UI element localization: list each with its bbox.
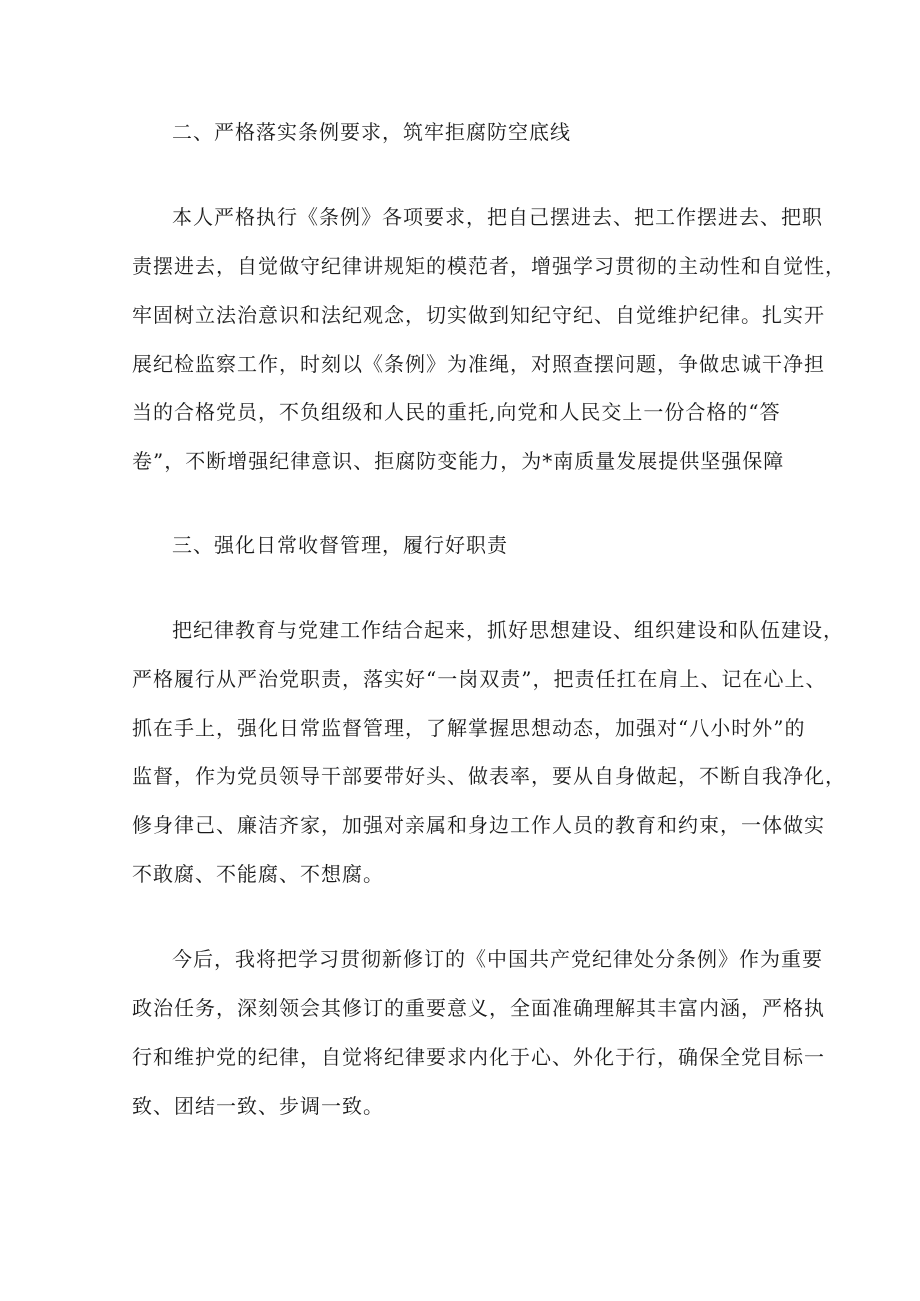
paragraph-line: 监督，作为党员领导干部要带好头、做表率，要从自身做起，不断自我净化， (132, 764, 846, 788)
paragraph-line: 牢固树立法治意识和法纪观念，切实做到知纪守纪、自觉维护纪律。扎实开 (132, 303, 825, 327)
paragraph-line: 不敢腐、不能腐、不想腐。 (132, 862, 384, 886)
paragraph-line: 当的合格党员，不负组级和人民的重托,向党和人民交上一份合格的“答 (132, 400, 781, 424)
paragraph-line: 严格履行从严治党职责，落实好“一岗双责”，把责任扛在肩上、记在心上、 (132, 667, 827, 691)
paragraph-line: 今后，我将把学习贯彻新修订的《中国共产党纪律处分条例》作为重要 (172, 947, 823, 971)
paragraph-line: 抓在手上，强化日常监督管理，了解掌握思想动态，加强对“八小时外”的 (132, 716, 806, 740)
paragraph-line: 展纪检监察工作，时刻以《条例》为准绳，对照查摆问题，争做忠诚干净担 (132, 352, 825, 376)
paragraph-line: 致、团结一致、步调一致。 (132, 1094, 384, 1118)
paragraph-line: 卷”，不断增强纪律意识、拒腐防变能力，为*南质量发展提供坚强保障 (132, 449, 785, 473)
paragraph-line: 修身律己、廉洁齐家，加强对亲属和身边工作人员的教育和约束，一体做实 (132, 813, 825, 837)
section-heading-2: 二、严格落实条例要求，筑牢拒腐防空底线 (172, 120, 571, 144)
section-heading-3: 三、强化日常收督管理，履行好职责 (172, 533, 508, 557)
paragraph-line: 政治任务，深刻领会其修订的重要意义，全面准确理解其丰富内涵，严格执 (132, 996, 825, 1020)
paragraph-line: 行和维护党的纪律，自觉将纪律要求内化于心、外化于行，确保全党目标一 (132, 1045, 825, 1069)
paragraph-line: 本人严格执行《条例》各项要求，把自己摆进去、把工作摆进去、把职 (172, 205, 823, 229)
paragraph-line: 把纪律教育与党建工作结合起来，抓好思想建设、组织建设和队伍建设， (172, 618, 844, 642)
paragraph-line: 责摆进去，自觉做守纪律讲规矩的模范者，增强学习贯彻的主动性和自觉性， (132, 254, 846, 278)
